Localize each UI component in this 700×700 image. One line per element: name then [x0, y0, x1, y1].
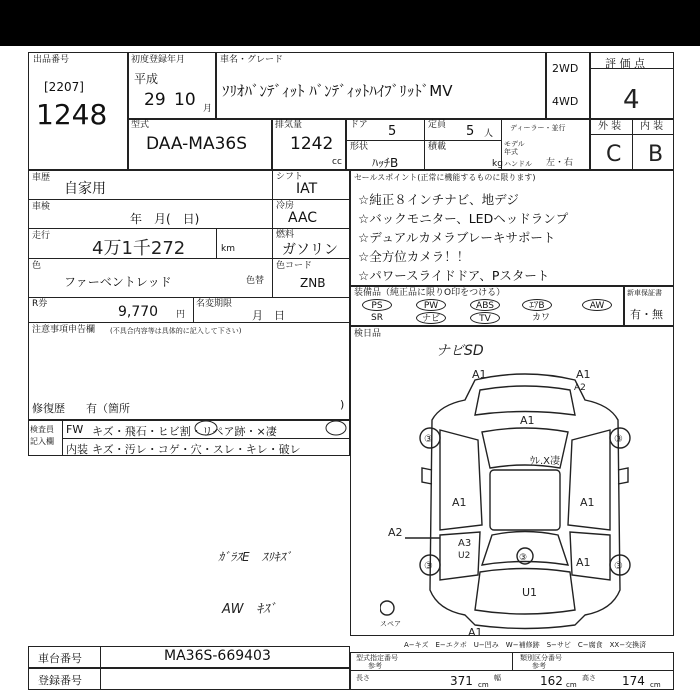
- equipment-label: 装備品（純正品に限りO印をつける）: [354, 288, 506, 298]
- top-black-bar: [0, 0, 700, 46]
- shaken-label: 車検: [32, 202, 51, 212]
- displacement-value: 1242: [290, 134, 334, 154]
- width-value: 162: [540, 674, 563, 688]
- shift-label: シフト: [276, 172, 304, 182]
- spare-label: スペア: [380, 620, 401, 628]
- equip-navi: ナビ: [416, 312, 446, 324]
- color-value: ファーベントレッド: [64, 275, 172, 289]
- repair-value: 有（箇所: [86, 402, 130, 415]
- mark-tire-spare: ③: [519, 553, 528, 563]
- mileage-label: 走行: [32, 231, 51, 241]
- kg-unit: kg: [492, 159, 503, 169]
- mark-a1-front-right: A1: [576, 368, 591, 381]
- damage-legend: A−キズ E−エクボ U−凹み W−補修跡 S−サビ C−腐食 XX−交換済: [404, 641, 647, 649]
- mark-tire-fl: ③: [424, 434, 433, 445]
- warranty-label: 新車保証書: [627, 289, 662, 297]
- int-items: キズ・汚レ・コゲ・穴・スレ・キレ・破レ: [92, 443, 301, 456]
- mark-tire-rr: ③: [614, 561, 623, 572]
- exterior-grade: C: [606, 142, 622, 167]
- sales-point-2: ☆バックモニター、LEDヘッドランプ: [358, 211, 569, 226]
- model-year-label: モデル年式: [504, 140, 525, 156]
- height-unit: cm: [650, 681, 661, 689]
- chassis-label: 車台番号: [38, 652, 82, 665]
- displacement-label: 排気量: [275, 120, 303, 130]
- sales-points-label: セールスポイント(正常に機能するものに限ります): [354, 173, 536, 182]
- chassis-value: MA36S-669403: [164, 648, 271, 664]
- lot-number: 1248: [36, 98, 108, 131]
- mark-u2-rear-left: U2: [458, 551, 471, 561]
- doors-value: 5: [388, 124, 397, 139]
- exterior-label: 外 装: [598, 121, 622, 132]
- mark-u1-rear: U1: [522, 586, 538, 599]
- handle-value: 左・右: [546, 158, 574, 168]
- mark-a1-rear-right: A1: [576, 556, 591, 569]
- inspector-label: 検日品: [354, 329, 382, 339]
- model-value: DAA-MA36S: [146, 134, 248, 154]
- load-label: 積載: [428, 142, 447, 152]
- color-code-label: 色コード: [276, 261, 313, 271]
- mark-a1-hood: A1: [520, 414, 535, 427]
- person-unit: 人: [484, 129, 494, 139]
- repair-label: 修復歴: [32, 402, 65, 415]
- equip-pw: PW: [416, 299, 446, 311]
- sales-point-4: ☆全方位カメラ！！: [358, 249, 470, 264]
- equip-leather: カワ: [531, 313, 550, 323]
- sales-point-5: ☆パワースライドドア、Pスタート: [358, 268, 550, 283]
- inspector-note: ナビSD: [436, 343, 484, 359]
- car-damage-diagram: [380, 360, 670, 640]
- fuel-value: ガソリン: [282, 242, 338, 258]
- month-unit: 月: [203, 104, 213, 114]
- category-label: 車歴: [32, 173, 51, 183]
- mark-a1-rear-bumper: A1: [468, 626, 483, 639]
- session-number: [2207]: [44, 80, 84, 94]
- class-label: 類別区分番号: [520, 654, 562, 662]
- fuel-label: 燃料: [276, 230, 295, 240]
- recycle-label: R券: [32, 299, 48, 309]
- category-value: 自家用: [64, 181, 106, 197]
- dealer-label: ディーラー・並行: [510, 124, 566, 132]
- details-box: [28, 170, 350, 420]
- drive-4wd: 4WD: [552, 95, 579, 108]
- height-value: 174: [622, 674, 645, 688]
- capacity-value: 5: [466, 124, 475, 139]
- model-label: 型式: [131, 120, 150, 130]
- height-label: 高さ: [582, 674, 596, 682]
- shape-label: 形状: [350, 142, 369, 152]
- sales-point-3: ☆デュアルカメラブレーキサポート: [358, 230, 556, 245]
- reg-year: 29: [144, 90, 166, 110]
- score-value: 4: [623, 85, 640, 115]
- drive-2wd: 2WD: [552, 62, 579, 75]
- equip-sr: SR: [371, 313, 383, 323]
- interior-grade: B: [648, 142, 664, 167]
- color-label: 色: [32, 261, 42, 271]
- mark-a1-left-door: A1: [452, 496, 467, 509]
- type-label: 型式指定番号: [356, 654, 398, 662]
- length-unit: cm: [478, 681, 489, 689]
- car-name-label: 車名・グレード: [220, 55, 284, 65]
- handwritten-note-1: ｶﾞﾗｽE ｽﾘｷｽﾞ: [218, 550, 292, 564]
- recycle-value: 9,770: [118, 304, 159, 320]
- first-reg-label: 初度登録年月: [131, 55, 186, 65]
- yen-unit: 円: [176, 310, 186, 320]
- lot-label: 出品番号: [33, 55, 70, 65]
- length-label: 長さ: [356, 674, 370, 682]
- mark-windshield-crack: ｳﾚ.X凄: [530, 456, 561, 467]
- equip-abs: ABS: [470, 299, 500, 311]
- mark-a2-left: A2: [388, 526, 403, 539]
- sales-point-1: ☆純正８インチナビ、地デジ: [358, 192, 519, 207]
- mileage-value: 4万1千272: [92, 238, 186, 259]
- shape-value: ﾊｯﾁB: [372, 156, 399, 170]
- equip-ps: PS: [362, 299, 392, 311]
- shaken-value: 年 月( 日): [130, 212, 200, 226]
- reg-month: 10: [174, 90, 196, 110]
- cc-unit: cc: [332, 157, 342, 167]
- era: 平成: [134, 72, 159, 86]
- notes-sub: (不具合内容等は具体的に記入して下さい): [110, 327, 242, 335]
- mark-a2-front: A2: [574, 383, 586, 393]
- reg-label: 登録番号: [38, 674, 82, 687]
- notes-label: 注意事項申告欄: [32, 325, 96, 335]
- inspection-circle-marks: [190, 418, 350, 438]
- width-unit: cm: [566, 681, 577, 689]
- capacity-label: 定員: [428, 120, 447, 130]
- fw-items: キズ・飛石・ヒビ割・リペア跡・×凄: [92, 425, 277, 438]
- fw-label: FW: [66, 423, 84, 436]
- warranty-value: 有・無: [630, 308, 663, 321]
- color-change-label: 色替: [246, 276, 265, 286]
- inspection-label-2: 記入欄: [30, 437, 54, 446]
- handle-label: ハンドル: [504, 160, 532, 168]
- mark-a3-rear-left: A3: [458, 538, 472, 549]
- doc-expiry-value: 月 日: [252, 309, 285, 322]
- car-name: ｿﾘｵﾊﾞﾝﾃﾞｨｯﾄ ﾊﾞﾝﾃﾞｨｯﾄﾊｲﾌﾞﾘｯﾄﾞMV: [222, 82, 453, 100]
- doc-expiry-label: 名変期限: [196, 299, 233, 309]
- width-label: 幅: [494, 674, 501, 682]
- mark-a1-right-door: A1: [580, 496, 595, 509]
- mark-tire-rl: ③: [424, 561, 433, 572]
- aircon-label: 冷房: [276, 201, 295, 211]
- shift-value: IAT: [296, 181, 318, 197]
- equip-tv: TV: [470, 312, 500, 324]
- km-unit: km: [221, 244, 235, 254]
- doors-label: ドア: [350, 120, 368, 130]
- mark-tire-fr: ③: [614, 434, 623, 445]
- equip-aw: AW: [582, 299, 612, 311]
- mark-a1-front-left: A1: [472, 368, 487, 381]
- equip-airbag: ｴｱB: [522, 299, 552, 311]
- aircon-value: AAC: [288, 210, 318, 226]
- class-ref: 参考: [532, 662, 546, 670]
- interior-label: 内 装: [640, 121, 664, 132]
- inspection-label-1: 検査員: [30, 425, 54, 434]
- score-label: 評 価 点: [605, 57, 645, 70]
- repair-close: ): [340, 398, 345, 411]
- color-code-value: ZNB: [300, 276, 326, 290]
- length-value: 371: [450, 674, 473, 688]
- type-ref: 参考: [368, 662, 382, 670]
- int-label: 内装: [66, 443, 88, 456]
- handwritten-note-2: AW ｷｽﾞ: [222, 602, 277, 617]
